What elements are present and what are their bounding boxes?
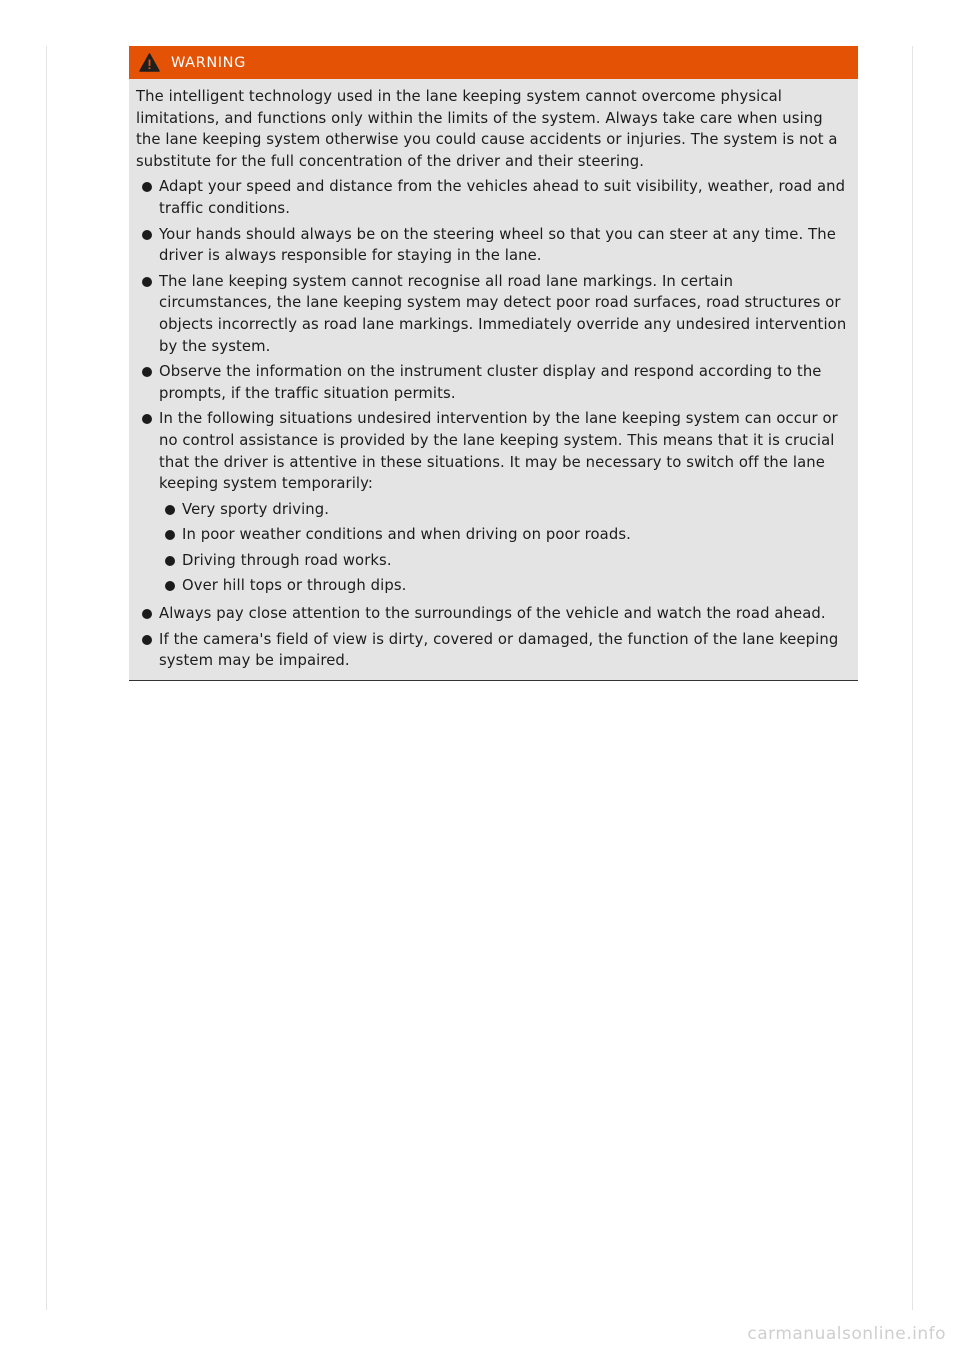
warning-triangle-icon (139, 53, 160, 72)
list-item: Observe the information on the instrument cluster display and respond according to the prompts, if the traffic situation permits. (136, 361, 848, 404)
warning-header (129, 46, 858, 79)
list-item: If the camera's field of view is dirty, covered or damaged, the function of the lane keeping system may be impaired. (136, 629, 848, 672)
warning-intro: The intelligent technology used in the lane keeping system cannot overcome physical limitations, and functions only within the limits of the system. Always take care when using the lane keeping system otherwise you could cause accidents or injuries. The system is not a substitute for the full concentration of the driver and their steering. (136, 88, 838, 170)
list-item: The lane keeping system cannot recognise all road lane markings. In certain circumstances, the lane keeping system may detect poor road surfaces, road structures or objects incorrectly as road lane markings. Immediately override any undesired intervention by the system. (136, 271, 848, 357)
warning-title: WARNING (171, 54, 246, 71)
situation-sub-list (159, 499, 848, 597)
page-margin-rule-left (46, 46, 47, 1310)
page-margin-rule-right (912, 46, 913, 1310)
sub-list-item: Driving through road works. (159, 550, 848, 572)
sub-list-item: In poor weather conditions and when driving on poor roads. (159, 524, 848, 546)
warning-bullet-list (136, 176, 848, 671)
warning-box (129, 46, 858, 681)
list-item: Your hands should always be on the steering wheel so that you can steer at any time. The driver is always responsible for staying in the lane. (136, 224, 848, 267)
sub-list-item: Very sporty driving. (159, 499, 848, 521)
list-item: Always pay close attention to the surroundings of the vehicle and watch the road ahead. (136, 603, 848, 625)
list-item: Adapt your speed and distance from the vehicles ahead to suit visibility, weather, road and traffic conditions. (136, 176, 848, 219)
sub-list-item: Over hill tops or through dips. (159, 575, 848, 597)
watermark: carmanualsonline.info (747, 1324, 946, 1344)
warning-body (129, 79, 858, 672)
list-item-text: In the following situations undesired intervention by the lane keeping system can occur or no control assistance is provided by the lane keeping system. This means that it is crucial that the driver is attentive in these situations. It may be necessary to switch off the lane keeping system temporarily: (159, 410, 838, 493)
list-item-situations (136, 408, 848, 597)
